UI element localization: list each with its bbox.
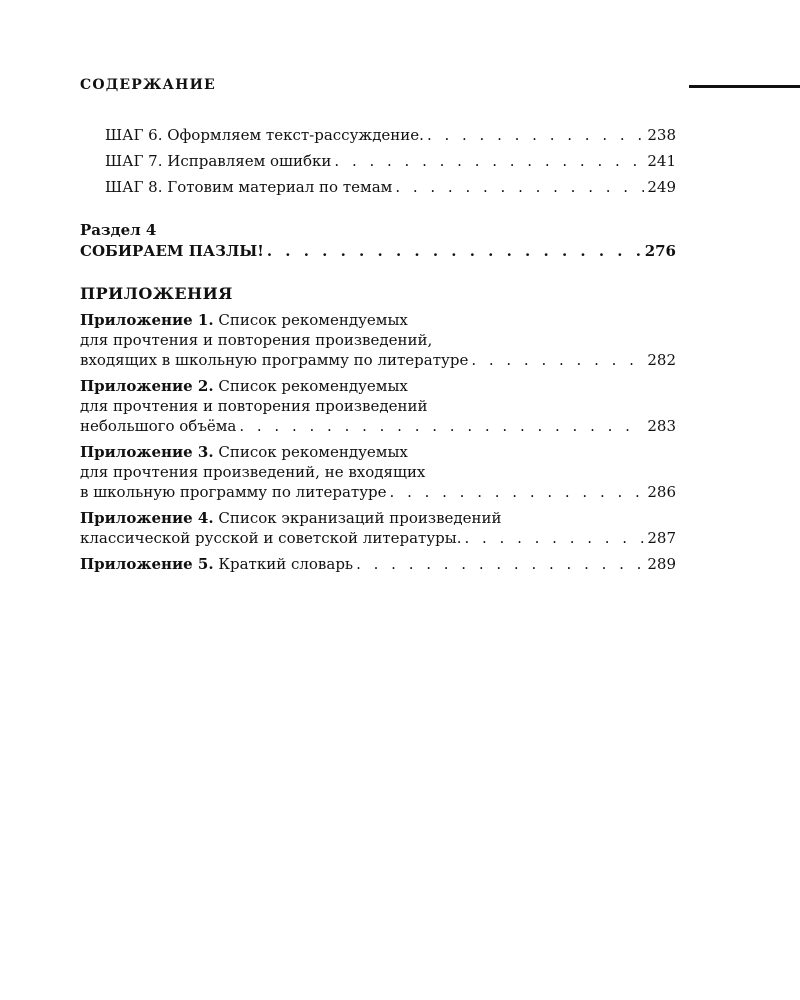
section-title: СОБИРАЕМ ПАЗЛЫ!: [80, 242, 264, 260]
toc-entry-label: ШАГ 7. Исправляем ошибки: [105, 152, 332, 170]
toc-page-number: 276: [644, 242, 676, 260]
toc-page-number: 289: [647, 555, 676, 573]
dot-leader: [471, 350, 644, 370]
appendix-label: Приложение 4.: [80, 509, 214, 527]
appendix-title-line: входящих в школьную программу по литературе: [80, 351, 469, 369]
toc-entry-step-7[interactable]: [80, 148, 676, 174]
dot-leader: [395, 174, 644, 200]
appendix-label: Приложение 1.: [80, 311, 214, 329]
dot-leader: [390, 482, 645, 502]
appendix-title-line: Список экранизаций произведений: [218, 509, 502, 527]
toc-page-number: 249: [647, 178, 676, 196]
dot-leader: [464, 528, 644, 548]
appendix-label: Приложение 5.: [80, 555, 214, 573]
dot-leader: [334, 148, 644, 174]
toc-entry-appendix-1[interactable]: [80, 310, 676, 370]
toc-entry-label: ШАГ 6. Оформляем текст-рассуждение.: [105, 126, 424, 144]
dot-leader: [239, 416, 644, 436]
header-rule: [689, 85, 800, 88]
dot-leader: [356, 554, 644, 574]
appendix-title-line: Список рекомендуемых: [218, 377, 408, 395]
toc-page-number: 241: [647, 152, 676, 170]
appendix-title-line: небольшого объёма: [80, 417, 237, 435]
toc-page-number: 287: [647, 529, 676, 547]
appendix-title-line: Список рекомендуемых: [218, 443, 408, 461]
toc-page-number: 283: [647, 417, 676, 435]
toc-entry-appendix-4[interactable]: [80, 508, 676, 548]
toc-entry-label: ШАГ 8. Готовим материал по темам: [105, 178, 393, 196]
toc-page-number: 286: [647, 483, 676, 501]
section-label: Раздел 4: [80, 221, 157, 239]
appendix-title-line: классической русской и советской литературы.: [80, 529, 462, 547]
toc-entry-step-8[interactable]: [80, 174, 676, 200]
toc-entry-appendix-3[interactable]: [80, 442, 676, 502]
dot-leader: [267, 241, 642, 262]
appendix-label: Приложение 2.: [80, 377, 214, 395]
toc-entry-appendix-5[interactable]: [80, 554, 676, 574]
appendix-title-line: для прочтения и повторения произведений,: [80, 331, 433, 349]
appendices-heading: ПРИЛОЖЕНИЯ: [80, 284, 233, 303]
toc-entry-step-6[interactable]: [80, 122, 676, 148]
dot-leader: [427, 122, 644, 148]
toc-section-4[interactable]: [80, 220, 676, 262]
appendix-title-line: в школьную программу по литературе: [80, 483, 387, 501]
appendix-title-line: для прочтения произведений, не входящих: [80, 463, 426, 481]
toc-page-number: 238: [647, 126, 676, 144]
appendix-title-line: для прочтения и повторения произведений: [80, 397, 428, 415]
toc-page-number: 282: [647, 351, 676, 369]
page-header-title: СОДЕРЖАНИЕ: [80, 77, 216, 93]
toc-entry-appendix-2[interactable]: [80, 376, 676, 436]
table-of-contents: [80, 122, 676, 580]
appendix-title-line: Краткий словарь: [218, 555, 354, 573]
appendix-title-line: Список рекомендуемых: [218, 311, 408, 329]
appendix-label: Приложение 3.: [80, 443, 214, 461]
